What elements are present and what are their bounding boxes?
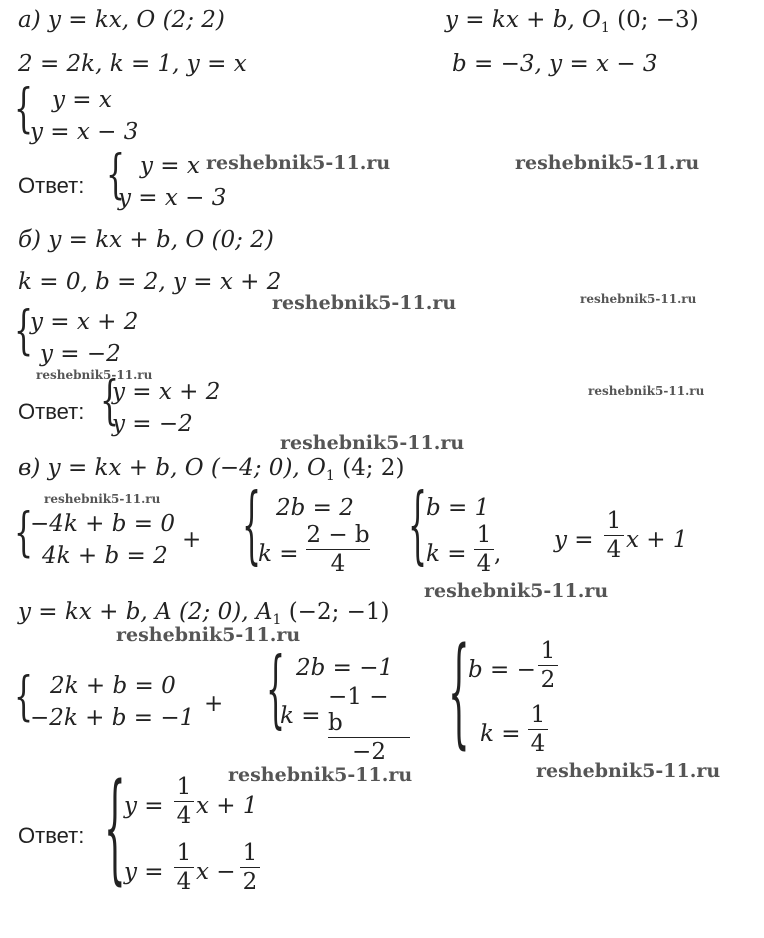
comma: , — [494, 541, 502, 567]
fraction-bar — [538, 665, 558, 666]
system-brace: { — [266, 641, 286, 740]
fraction — [306, 522, 370, 577]
system1-line1: y = x — [52, 87, 112, 113]
fraction-bar — [174, 867, 194, 868]
line-v1-main: в) y = kx + b, O (−4; 0), O — [18, 455, 326, 481]
fraction-numerator: 1 — [530, 702, 546, 728]
watermark: reshebnik5-11.ru — [36, 368, 153, 382]
point-coords: (0; −3) — [609, 7, 699, 33]
system-brace: { — [100, 370, 120, 432]
fraction-numerator: 1 — [606, 508, 622, 534]
fraction-bar — [474, 549, 494, 550]
fraction-bar — [604, 535, 624, 536]
watermark: reshebnik5-11.ru — [588, 384, 705, 398]
fraction-numerator: −1 − b — [328, 684, 389, 736]
line-v1 — [18, 454, 404, 490]
watermark: reshebnik5-11.ru — [44, 492, 161, 506]
fraction-bar — [328, 737, 410, 738]
answer2-line1: y = x + 2 — [112, 379, 221, 405]
answer-label: Ответ: — [18, 399, 85, 424]
fraction-denominator: 4 — [330, 551, 346, 577]
system-brace: { — [14, 666, 34, 728]
fraction-denominator: 4 — [176, 869, 192, 895]
fraction — [528, 702, 548, 757]
system-brace: { — [104, 759, 126, 900]
plus-sign: + — [182, 527, 202, 553]
fraction-bar — [240, 867, 260, 868]
fraction — [538, 638, 558, 693]
answer3-line2-mid: x − — [196, 859, 236, 885]
fraction-denominator: 4 — [476, 551, 492, 577]
answer3-line1-rhs: x + 1 — [196, 793, 258, 819]
fraction-denominator: 2 — [242, 869, 258, 895]
fraction — [604, 508, 624, 563]
fraction-bar — [174, 801, 194, 802]
point-coords: (4; 2) — [334, 455, 405, 481]
system-brace: { — [14, 502, 34, 564]
fraction-denominator: 2 — [540, 667, 556, 693]
watermark: reshebnik5-11.ru — [280, 432, 465, 454]
result1-rhs: x + 1 — [626, 527, 688, 553]
line-a1-right-main: y = kx + b, O — [445, 7, 601, 33]
fraction — [174, 840, 194, 895]
point-coords: (−2; −1) — [281, 599, 390, 625]
system4-line1: 2b = 2 — [276, 495, 354, 521]
watermark: reshebnik5-11.ru — [116, 624, 301, 646]
system4-line2-lhs: k = — [258, 541, 299, 567]
fraction — [328, 684, 410, 765]
fraction — [474, 522, 494, 577]
system3-line1: −4k + b = 0 — [30, 511, 175, 537]
subscript: 1 — [600, 20, 610, 36]
fraction-numerator: 1 — [176, 774, 192, 800]
system3-line2: 4k + b = 2 — [42, 543, 168, 569]
watermark: reshebnik5-11.ru — [536, 760, 721, 782]
line-a1-right — [445, 6, 699, 42]
answer1-line2: y = x − 3 — [118, 185, 227, 211]
answer-label: Ответ: — [18, 823, 85, 848]
fraction-denominator: 4 — [176, 803, 192, 829]
fraction-denominator: 4 — [530, 731, 546, 757]
system5-line2-lhs: k = — [426, 541, 467, 567]
system1-line2: y = x − 3 — [30, 119, 139, 145]
fraction-numerator: 1 — [176, 840, 192, 866]
line-v2-main: y = kx + b, A (2; 0), A — [18, 599, 273, 625]
line-a2-left: 2 = 2k, k = 1, y = x — [18, 51, 247, 77]
system7-line1: 2b = −1 — [296, 655, 394, 681]
fraction-numerator: 1 — [476, 522, 492, 548]
system7-line2-lhs: k = — [280, 703, 321, 729]
subscript: 1 — [325, 468, 335, 484]
system-brace: { — [14, 78, 34, 140]
watermark: reshebnik5-11.ru — [424, 580, 609, 602]
fraction-numerator: 2 − b — [306, 522, 370, 548]
fraction — [240, 840, 260, 895]
system8-line1-lhs: b = − — [468, 657, 536, 683]
line-b1: б) y = kx + b, O (0; 2) — [18, 227, 274, 253]
fraction-numerator: 1 — [540, 638, 556, 664]
watermark: reshebnik5-11.ru — [515, 152, 700, 174]
fraction-bar — [528, 729, 548, 730]
fraction-numerator: 1 — [242, 840, 258, 866]
answer-label: Ответ: — [18, 173, 85, 198]
answer3-line1-lhs: y = — [124, 793, 164, 819]
fraction-denominator: −2 — [352, 739, 386, 765]
system2-line1: y = x + 2 — [30, 309, 139, 335]
system-brace: { — [408, 477, 428, 576]
answer1-line1: y = x — [140, 153, 200, 179]
system-brace: { — [448, 623, 470, 764]
system6-line1: 2k + b = 0 — [50, 673, 176, 699]
plus-sign: + — [204, 691, 224, 717]
watermark: reshebnik5-11.ru — [272, 292, 457, 314]
system2-line2: y = −2 — [40, 341, 121, 367]
subscript: 1 — [272, 612, 282, 628]
line-a1-left: а) y = kx, O (2; 2) — [18, 7, 225, 33]
system8-line2-lhs: k = — [480, 721, 521, 747]
line-b2: k = 0, b = 2, y = x + 2 — [18, 269, 282, 295]
fraction-bar — [306, 549, 370, 550]
answer3-line2-lhs: y = — [124, 859, 164, 885]
system-brace: { — [106, 144, 126, 206]
system5-line1: b = 1 — [426, 495, 490, 521]
fraction-denominator: 4 — [606, 537, 622, 563]
watermark: reshebnik5-11.ru — [206, 152, 391, 174]
watermark: reshebnik5-11.ru — [228, 764, 413, 786]
watermark: reshebnik5-11.ru — [580, 292, 697, 306]
system-brace: { — [14, 300, 34, 362]
line-a2-right: b = −3, y = x − 3 — [452, 51, 658, 77]
fraction — [174, 774, 194, 829]
system-brace: { — [242, 477, 262, 576]
result1-lhs: y = — [554, 527, 594, 553]
answer2-line2: y = −2 — [112, 411, 193, 437]
system6-line2: −2k + b = −1 — [30, 705, 195, 731]
